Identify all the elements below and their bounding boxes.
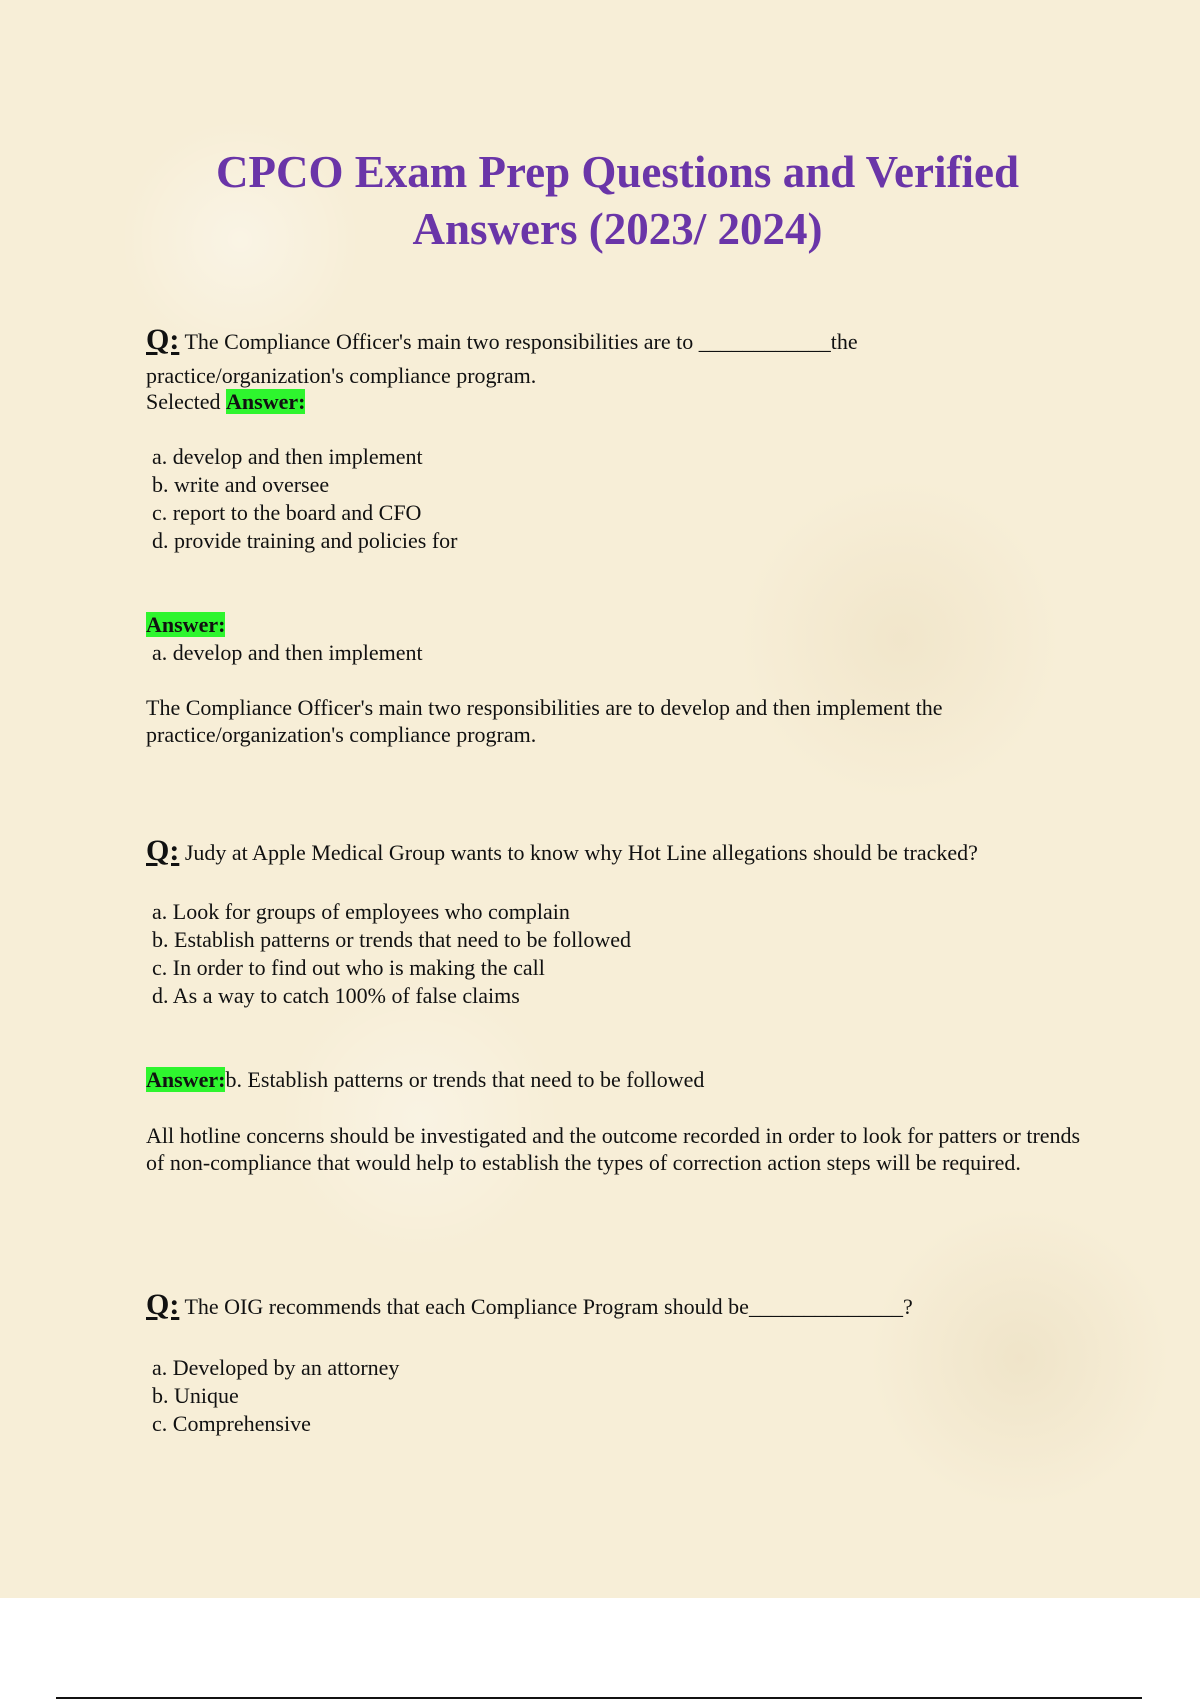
option-b: b. Establish patterns or trends that need to be followed bbox=[152, 927, 631, 952]
question-3-options bbox=[152, 1354, 399, 1438]
option-a: a. Developed by an attorney bbox=[152, 1355, 400, 1380]
option-a: a. Look for groups of employees who complain bbox=[152, 899, 570, 924]
question-1-answer: a. develop and then implement bbox=[152, 640, 423, 665]
question-1-selected-answer bbox=[146, 388, 305, 415]
question-1-explanation: The Compliance Officer's main two responsibilities are to develop and then implement the practice/organization's compliance program. bbox=[146, 695, 943, 747]
option-d: d. provide training and policies for bbox=[152, 528, 458, 553]
answer-highlight-label: Answer: bbox=[226, 389, 306, 414]
option-a: a. develop and then implement bbox=[152, 444, 423, 469]
answer-highlight-label: Answer: bbox=[146, 1067, 226, 1092]
selected-prefix: Selected bbox=[146, 389, 221, 414]
question-1-line-2: practice/organization's compliance program. bbox=[146, 363, 537, 388]
question-2-text: Judy at Apple Medical Group wants to know why Hot Line allegations should be tracked? bbox=[184, 840, 978, 865]
footer-rule bbox=[56, 1697, 1142, 1699]
question-1-answer-heading bbox=[146, 611, 225, 638]
document-title: CPCO Exam Prep Questions and Verified Answers (2023/ 2024) bbox=[216, 147, 1019, 254]
question-1-options bbox=[152, 443, 457, 555]
option-b: b. Unique bbox=[152, 1383, 239, 1408]
option-d: d. As a way to catch 100% of false claims bbox=[152, 983, 520, 1008]
option-c: c. report to the board and CFO bbox=[152, 500, 422, 525]
question-2-explanation: All hotline concerns should be investigated and the outcome recorded in order to look for patters or trends of non-compliance that would help to establish the types of correction action steps will be required. bbox=[146, 1123, 1081, 1175]
question-1-line-1 bbox=[146, 323, 858, 356]
question-2-answer-line bbox=[146, 1066, 704, 1093]
option-c: c. In order to find out who is making the call bbox=[152, 955, 545, 980]
question-1-label: Q: bbox=[146, 323, 180, 356]
option-b: b. write and oversee bbox=[152, 472, 330, 497]
question-2-label: Q: bbox=[146, 834, 180, 867]
question-3-label: Q: bbox=[146, 1288, 180, 1321]
question-2-options bbox=[152, 898, 631, 1010]
option-c: c. Comprehensive bbox=[152, 1411, 311, 1436]
question-3-text: The OIG recommends that each Compliance Program should be______________? bbox=[184, 1294, 913, 1319]
question-2-answer: b. Establish patterns or trends that need to be followed bbox=[225, 1067, 705, 1092]
question-2-line-1 bbox=[146, 834, 978, 867]
question-3-line-1 bbox=[146, 1288, 913, 1321]
question-1-text: The Compliance Officer's main two responsibilities are to ____________the bbox=[184, 329, 858, 354]
answer-highlight-label: Answer: bbox=[146, 612, 226, 637]
